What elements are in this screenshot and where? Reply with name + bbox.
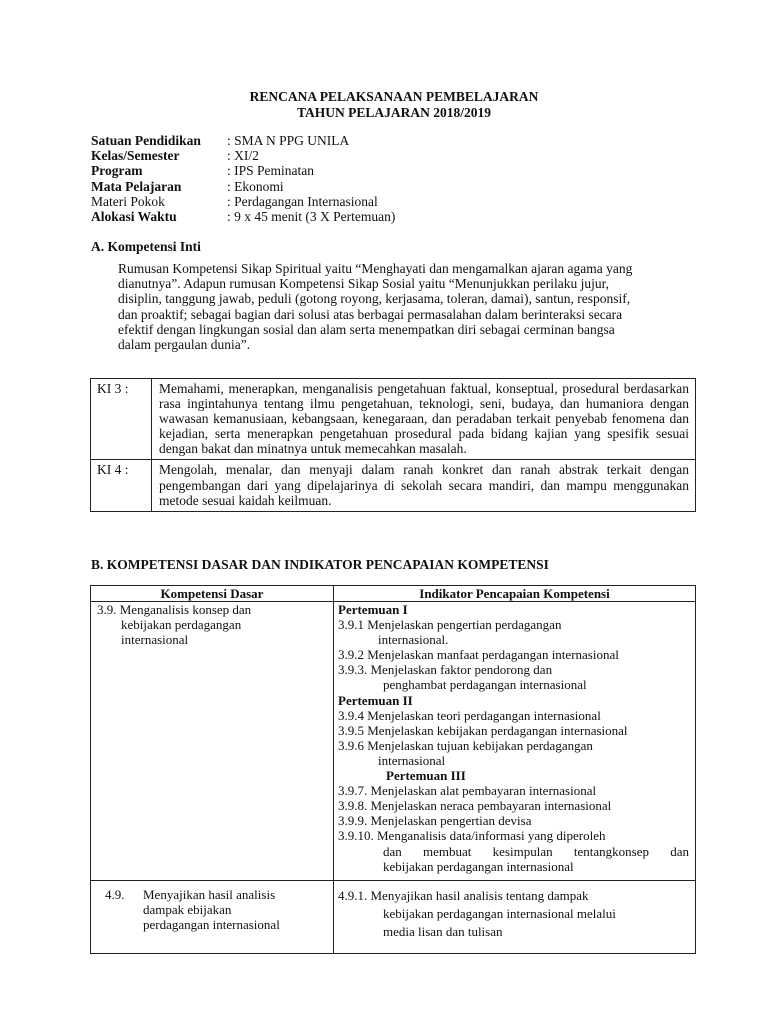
indicator-line: internasional [378,752,446,768]
kd-text [143,887,280,932]
identity-label: Satuan Pendidikan [91,133,201,148]
doc-subtitle: TAHUN PELAJARAN 2018/2019 [296,105,491,120]
ki-text: Mengolah, menalar, dan menyaji dalam ranah konkret dan ranah abstrak terkait dengan pengembangan dari yang dipelajarinya di sekolah secara mandiri, dan mampu menggunakan metode sesuai kaidah keilmuan. [152,460,696,511]
kd-line: internasional [121,632,189,648]
ipk-cell [334,880,696,953]
identity-value: : SMA N PPG UNILA [227,133,350,148]
indicator-line: 3.9.1 Menjelaskan pengertian perdagangan [338,617,562,633]
column-header-kd: Kompetensi Dasar [91,586,334,602]
indicator-line: 3.9.5 Menjelaskan kebijakan perdagangan internasional [338,722,628,738]
kd-line: dampak ebijakan [143,901,232,917]
kompetensi-dasar-table [90,585,696,954]
indicator-line: 3.9.4 Menjelaskan teori perdagangan internasional [338,707,601,723]
indicator-line: 3.9.9. Menjelaskan pengertian devisa [338,813,532,829]
indicator-line: 3.9.7. Menjelaskan alat pembayaran internasional [338,783,597,799]
paragraph-line: dianutnya”. Adapun rumusan Kompetensi Sikap Sosial yaitu “Menunjukkan perilaku jujur, [118,276,609,292]
identity-row [91,148,395,163]
identity-label: Mata Pelajaran [91,178,182,194]
identity-value: : XI/2 [227,148,259,164]
indicator-line: dan membuat kesimpulan tentangkonsep dan [383,843,689,859]
section-a-heading: A. Kompetensi Inti [91,239,201,254]
ki-key: KI 3 : [91,379,152,460]
indicator-line: 3.9.6 Menjelaskan tujuan kebijakan perdagangan [338,737,593,753]
kd-number: 4.9. [105,886,125,902]
meeting-label: Pertemuan II [338,692,413,708]
identity-label: Alokasi Waktu [91,208,177,224]
identity-block [91,133,395,224]
identity-row [91,133,395,148]
indicator-line: penghambat perdagangan internasional [383,677,587,693]
table-row [91,880,696,953]
indicator-line: media lisan dan tulisan [383,923,503,939]
kompetensi-sikap-paragraph [118,261,692,352]
indicator-line: 3.9.3. Menjelaskan faktor pendorong dan [338,662,553,678]
kd-line: Menyajikan hasil analisis [143,886,276,902]
identity-value: : IPS Peminatan [227,163,314,179]
paragraph-line: dalam pergaulan dunia”. [118,337,251,353]
paragraph-line: efektif dengan lingkungan sosial dan alam serta menempatkan diri sebagai cerminan bangsa [118,321,615,337]
identity-row [91,209,395,224]
identity-value: : 9 x 45 menit (3 X Pertemuan) [227,208,396,224]
kompetensi-inti-table [90,378,696,512]
indicator-line: 4.9.1. Menyajikan hasil analisis tentang dampak [338,887,589,903]
table-header-row [91,586,696,602]
indicator-line: kebijakan perdagangan internasional melalui [383,905,616,921]
ki-text: Memahami, menerapkan, menganalisis pengetahuan faktual, konseptual, prosedural berdasarkan rasa ingintahunya tentang ilmu pengetahuan, teknologi, seni, budaya, dan humaniora dengan wawasan kemanusiaan, kebangsaan, kenegaraan, dan peradaban terkait penyebab fenomena dan kejadian, serta menerapkan pengetahuan prosedural pada bidang kajian yang spesifik sesuai dengan bakat dan minatnya untuk memecahkan masalah. [152,379,696,460]
identity-value: : Perdagangan Internasional [227,193,378,209]
meeting-label: Pertemuan III [386,768,466,784]
ki-key: KI 4 : [91,460,152,511]
doc-title: RENCANA PELAKSANAAN PEMBELAJARAN [249,89,539,104]
kd-line: kebijakan perdagangan [121,617,242,633]
indicator-line: kebijakan perdagangan internasional [383,858,574,874]
identity-label: Kelas/Semester [91,148,180,164]
kd-line-wrap [97,887,329,932]
table-row [91,379,696,460]
kd-line: 3.9. Menganalisis konsep dan [97,602,252,617]
identity-row [91,179,395,194]
identity-label: Program [91,163,143,179]
kd-cell [91,880,334,953]
identity-label: Materi Pokok [91,193,165,209]
indicator-line: 3.9.8. Menjelaskan neraca pembayaran internasional [338,798,612,814]
section-b-heading: B. KOMPETENSI DASAR DAN INDIKATOR PENCAPAIAN KOMPETENSI [91,557,549,572]
indicator-line: internasional. [378,632,449,648]
table-row [91,602,696,881]
kd-cell [91,602,334,881]
column-header-ipk: Indikator Pencapaian Kompetensi [334,586,696,602]
indicator-line: 3.9.10. Menganalisis data/informasi yang diperoleh [338,828,606,844]
paragraph-line: dan proaktif; sebagai bagian dari solusi atas berbagai permasalahan dalam berinteraksi secara [118,306,623,322]
indicator-line: 3.9.2 Menjelaskan manfaat perdagangan internasional [338,647,619,663]
kd-line: perdagangan internasional [143,916,280,932]
ipk-cell [334,602,696,881]
table-row [91,460,696,511]
identity-row [91,194,395,209]
meeting-label: Pertemuan I [338,602,408,617]
paragraph-line: Rumusan Kompetensi Sikap Spiritual yaitu “Menghayati dan mengamalkan ajaran agama yang [118,261,633,276]
identity-row [91,163,395,178]
identity-value: : Ekonomi [227,178,284,194]
paragraph-line: disiplin, tanggung jawab, peduli (gotong royong, kerjasama, toleran, damai), santun, responsif, [118,291,631,307]
